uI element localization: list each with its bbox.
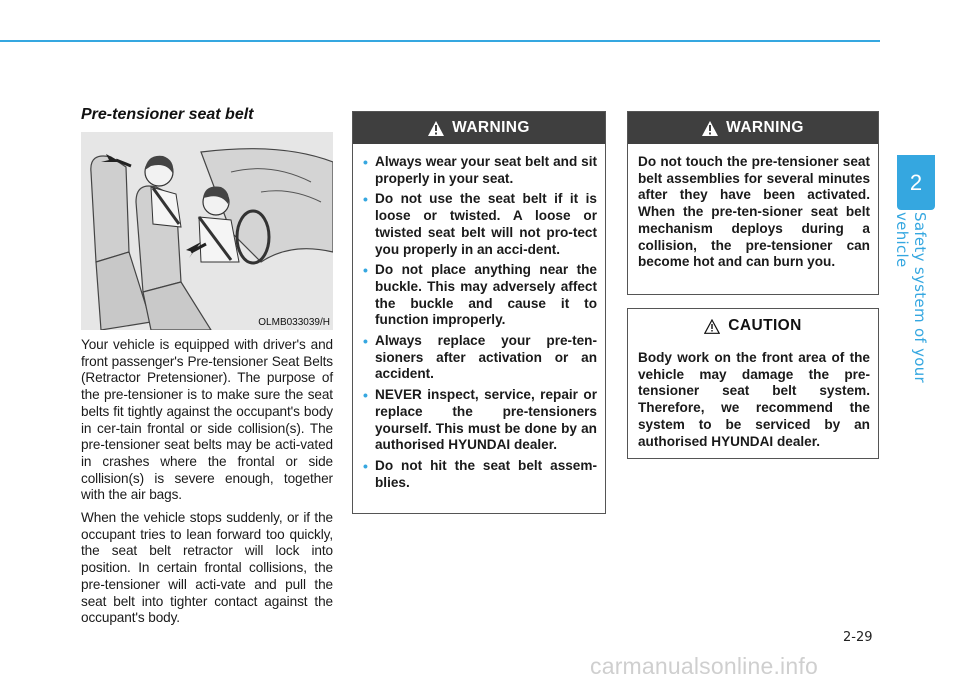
caution-body: Body work on the front area of the vehicle may damage the pre-tensioner seat belt system. Therefore, we recommend the system to be serviced by an authorised HYUNDAI dealer. xyxy=(638,350,870,449)
warning-item: • Always wear your seat belt and sit properly in your seat. xyxy=(363,154,597,187)
caution-triangle-icon xyxy=(704,319,720,334)
warning-header-1 xyxy=(353,112,605,144)
figure-code: OLMB033039/H xyxy=(258,317,330,328)
caution-box xyxy=(627,308,879,459)
page-number: 2-29 xyxy=(843,630,873,645)
warning-header-2 xyxy=(628,112,878,144)
body-paragraph-1: Your vehicle is equipped with driver's and front passenger's Pre-tensioner Seat Belts (Retractor Pretensioner). The purpose of the pre-tensioner is to make sure the seat belts fit tightly against the occupant's body in cer-tain frontal or side collision(s). The pre-tensioner seat belts may be acti-vated in crashes where the frontal or side collision(s) is severe enough, together with the air bags. xyxy=(81,337,333,503)
warning-item: • NEVER inspect, service, repair or replace the pre-tensioners yourself. This must be done by an authorised HYUNDAI dealer. xyxy=(363,387,597,454)
warning-item: • Always replace your pre-ten-sioners after activation or an accident. xyxy=(363,333,597,383)
watermark: carmanualsonline.info xyxy=(590,653,818,679)
caution-label: CAUTION xyxy=(728,317,802,334)
warning-label-1: WARNING xyxy=(452,119,530,136)
warning-item: • Do not hit the seat belt assem-blies. xyxy=(363,458,597,491)
warning-item: • Do not place anything near the buckle. This may adversely affect the buckle and cause it to function improperly. xyxy=(363,262,597,329)
warning-box-1 xyxy=(352,111,606,514)
chapter-number: 2 xyxy=(909,169,923,195)
warning-triangle-icon xyxy=(702,121,718,136)
warning-item: • Do not use the seat belt if it is loose or twisted. A loose or twisted seat belt will not pro-tect you properly in an acci-dent. xyxy=(363,191,597,258)
section-title: Pre-tensioner seat belt xyxy=(81,106,254,123)
body-text xyxy=(81,337,333,633)
warning-body-1 xyxy=(353,144,605,503)
body-paragraph-2: When the vehicle stops suddenly, or if the occupant tries to lean forward too quickly, the seat belt retractor will lock into position. In certain frontal collisions, the pre-tensioner will acti-vate and pull the seat belt into tighter contact against the occupant's body. xyxy=(81,510,333,626)
warning-box-2 xyxy=(627,111,879,295)
seat-belt-figure xyxy=(81,132,333,330)
caution-header xyxy=(628,311,878,341)
warning-body-2: Do not touch the pre-tensioner seat belt assemblies for several minutes after they have been activated. When the pre-ten-sioner seat belt mechanism deploys during a collision, the pre-tensioner can become hot and can burn you. xyxy=(638,154,870,270)
chapter-title: Safety system of your vehicle xyxy=(893,212,929,383)
warning-list xyxy=(363,154,597,491)
chapter-number-tab xyxy=(897,155,935,210)
top-rule xyxy=(0,40,880,42)
seat-belt-occupants-illustration xyxy=(81,132,333,330)
warning-label-2: WARNING xyxy=(726,119,804,136)
warning-triangle-icon xyxy=(428,121,444,136)
